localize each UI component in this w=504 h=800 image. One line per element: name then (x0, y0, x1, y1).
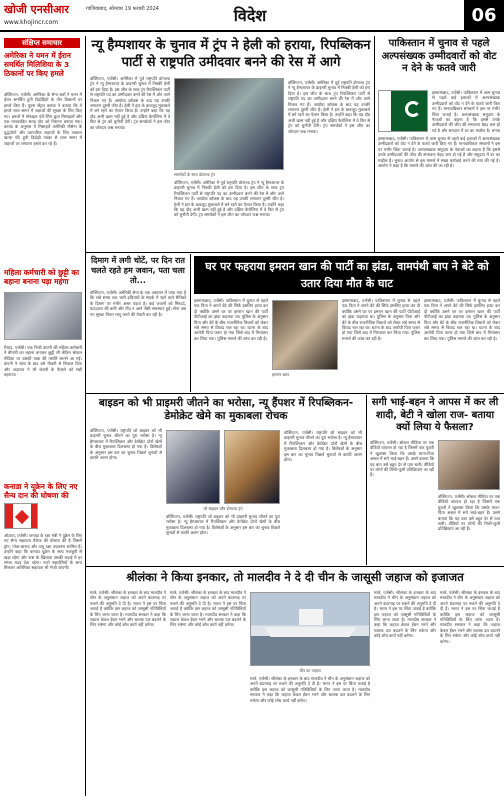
imran-story-headline: घर पर फहराया इमरान खान की पार्टी का झंडा, वामपंथी बाप ने बेटे को उतार दिया मौत के घाट (194, 256, 500, 294)
siblings-story-body-col1: वॉशिंगटन, एजेंसी। सोशल मीडिया पर एक वीडियो वायरल हो रहा है जिसमें एक युवती ने खुलासा किया कि उसके माता-पिता असल में सगे भाई-बहन हैं। उसने बताया कि यह बात उसे बहुत देर से पता चली। वीडियो पर लोगों की मिली-जुली प्रतिक्रियाएं आ रही हैं। (370, 440, 434, 478)
imran-story-body-col1: इस्लामाबाद, एजेंसी। पाकिस्तान में चुनाव से पहले एक पिता ने अपने बेटे की सिर्फ इसलिए हत्या कर दी क्योंकि उसने घर पर इमरान खान की पार्टी पीटीआई का झंडा फहराया था। पुलिस के अनुसार पिता और बेटे के बीच राजनीतिक विचारों को लेकर लंबे समय से विवाद चल रहा था। घटना के बाद आरोपी पिता फरार हो गया जिसे बाद में गिरफ्तार कर लिया गया। पुलिस मामले की जांच कर रही है। (194, 298, 268, 341)
trump-portrait-photo (224, 430, 280, 504)
biden-trump-caption: जो बाइडन और डोनाल्ड ट्रंप (203, 506, 243, 511)
left-body-1: वॉशिंगटन, एजेंसी। अमेरिका के सेना बलों ने यमन में ईरान समर्थित हूती विद्रोहियों के तीन ठिकानों पर हमले किए हैं। यूएस सेंट्रल कमांड ने बताया कि ये हमले लाल सागर में जहाजों की सुरक्षा के लिए किए गए। हमलों में मोबाइल एंटी-शिप क्रूज मिसाइलों और एक मानवरहित सतह पोत को निशाना बनाया गया। कमांड के अनुसार ये मिसाइलें अमेरिकी नौसेना के युद्धपोतों और व्यापारिक जहाजों के लिए तत्काल खतरा थीं। हूती विद्रोही नवंबर से लाल सागर में जहाजों पर लगातार हमले कर रहे हैं। (4, 92, 82, 146)
soldiers-story-body: वॉशिंगटन, एजेंसी। अमेरिकी सेना के एक अध्ययन में पाया गया है कि लंबे समय तक भारी हथियारों के संपर्क में रहने वाले सैनिकों के दिमाग पर गंभीर असर पड़ता है। कई जवानों को सिरदर्द, याददाश्त की कमी और नींद न आने जैसी समस्याएं हुईं। सेना अब नए सुरक्षा नियम लागू करने की तैयारी कर रही है। (90, 290, 186, 317)
top-story-body-col2: वॉशिंगटन, एजेंसी। अमेरिका में पूर्व राष्ट्रपति डोनाल्ड ट्रंप ने न्यू हैम्पशायर के प्राइमरी चुनाव में निक्की हेली को हरा दिया है। इस जीत के साथ ट्रंप रिपब्लिकन पार्टी से राष्ट्रपति पद का उम्मीदवार बनने की रेस में और आगे निकल गए हैं। आयोवा कॉकस के बाद यह उनकी लगातार दूसरी जीत है। हेली ने हार के बावजूद मुकाबले में बने रहने का ऐलान किया है। उन्होंने कहा कि यह दौड़ अभी खत्म नहीं हुई है और दक्षिण कैरोलिना में वे फिर से ट्रंप को चुनौती देंगी। ट्रंप समर्थकों ने इस जीत का जोरदार जश्न मनाया। (174, 180, 284, 218)
left-headline-1: अमेरिका ने यमन में ईरान समर्थित मिलिशिया के 3 ठिकानों पर किए हमले (4, 51, 71, 78)
top-story-headline: न्यू हैम्पशायर के चुनाव में ट्रंप ने हेली को हराया, रिपब्लिकन पार्टी से राष्ट्रपति उमीदवार बनने की रेस में आगे (91, 38, 371, 70)
ship-photo-caption: चीन का जहाज (299, 668, 321, 673)
maldives-story-body-col2: माले, एजेंसी। श्रीलंका के इनकार के बाद मालदीव ने चीन के अनुसंधान जहाज को अपने बंदरगाह पर रुकने की अनुमति दे दी है। भारत ने इस पर चिंता जताई है क्योंकि इस जहाज को जासूसी गतिविधियों के लिए जाना जाता है। मालदीव सरकार ने कहा कि जहाज केवल ईंधन भरने और चालक दल बदलने के लिए रुकेगा और कोई शोध कार्य नहीं करेगा। (170, 590, 246, 628)
biden-story-body-col1: वॉशिंगटन, एजेंसी। राष्ट्रपति जो बाइडन को भी प्राइमरी चुनाव जीतने का पूरा भरोसा है। न्यू हैम्पशायर में रिपब्लिकन और डेमोक्रेट दोनों खेमों के बीच मुकाबला दिलचस्प हो गया है। विशेषज्ञों के अनुसार इस बार का चुनाव पिछले चुनावों से काफी अलग होगा। (90, 428, 162, 461)
pakistan-story-body: इस्लामाबाद, एजेंसी। पाकिस्तान में आम चुनाव से पहले कई इलाकों में अल्पसंख्यक उम्मीदवारों को वोट न देने के फतवे जारी किए गए हैं। मानवाधिकार संगठनों ने इस पर गंभीर चिंता जताई है। अल्पसंख्यक समुदाय के नेताओं का कहना है कि इससे उनके उम्मीदवारों की जीत की संभावना बेहद कम हो गई है और समुदाय में डर का माहौल है। चुनाव आयोग से इस मामले में सख्त कार्रवाई करने की मांग की गई है। आयोग ने कहा है कि मामले की जांच की जा रही है। (378, 136, 500, 169)
pakistan-story-intro: इस्लामाबाद, एजेंसी। पाकिस्तान में आम चुनाव से पहले कई इलाकों में अल्पसंख्यक उम्मीदवारों को वोट न देने के फतवे जारी किए गए हैं। मानवाधिकार संगठनों ने इस पर गंभीर चिंता जताई है। अल्पसंख्यक समुदाय के नेताओं का कहना है कि इससे उनके उम्मीदवारों की जीत की संभावना बेहद कम हो गई है और समुदाय में डर का माहौल है। चुनाव (432, 90, 500, 132)
biden-story-body-col3: वॉशिंगटन, एजेंसी। राष्ट्रपति जो बाइडन को भी प्राइमरी चुनाव जीतने का पूरा भरोसा है। न्यू हैम्पशायर में रिपब्लिकन और डेमोक्रेट दोनों खेमों के बीच मुकाबला दिलचस्प हो गया है। विशेषज्ञों के अनुसार इस बार का चुनाव पिछले चुनावों से काफी अलग होगा। (284, 430, 362, 463)
left-headline-3: कनाडा ने यूक्रेन के लिए नए सैन्य दान की घोषणा की (4, 482, 78, 500)
left-body-2: रियाद, एजेंसी। एक निजी कंपनी की महिला कर्मचारी ने बीमारी का बहाना बनाकर छुट्टी ली लेकिन सोशल मीडिया पर उसकी यात्रा की तस्वीरें सामने आ गईं। कंपनी ने जांच के बाद उसे नौकरी से निकाल दिया और अदालत ने भी कंपनी के फैसले को सही ठहराया। (4, 345, 82, 378)
masthead (0, 0, 504, 32)
siblings-story-body-col2: वॉशिंगटन, एजेंसी। सोशल मीडिया पर एक वीडियो वायरल हो रहा है जिसमें एक युवती ने खुलासा किया कि उसके माता-पिता असल में सगे भाई-बहन हैं। उसने बताया कि यह बात उसे बहुत देर से पता चली। वीडियो पर लोगों की मिली-जुली प्रतिक्रियाएं आ रही हैं। (438, 494, 500, 532)
imran-story-body-col2: इस्लामाबाद, एजेंसी। पाकिस्तान में चुनाव से पहले एक पिता ने अपने बेटे की सिर्फ इसलिए हत्या कर दी क्योंकि उसने घर पर इमरान खान की पार्टी पीटीआई का झंडा फहराया था। पुलिस के अनुसार पिता और बेटे के बीच राजनीतिक विचारों को लेकर लंबे समय से विवाद चल रहा था। घटना के बाद आरोपी पिता फरार हो गया जिसे बाद में गिरफ्तार कर लिया गया। पुलिस मामले की जांच कर रही है। (342, 298, 420, 341)
column-divider (190, 254, 191, 392)
maldives-story-body-col4: माले, एजेंसी। श्रीलंका के इनकार के बाद मालदीव ने चीन के अनुसंधान जहाज को अपने बंदरगाह पर रुकने की अनुमति दे दी है। भारत ने इस पर चिंता जताई है क्योंकि इस जहाज को जासूसी गतिविधियों के लिए जाना जाता है। मालदीव सरकार ने कहा कि जहाज केवल ईंधन भरने और चालक दल बदलने के लिए रुकेगा और कोई शोध कार्य नहीं करेगा। (374, 590, 436, 639)
trump-photo (174, 78, 284, 170)
top-story-body-col3: वॉशिंगटन, एजेंसी। अमेरिका में पूर्व राष्ट्रपति डोनाल्ड ट्रंप ने न्यू हैम्पशायर के प्राइमरी चुनाव में निक्की हेली को हरा दिया है। इस जीत के साथ ट्रंप रिपब्लिकन पार्टी से राष्ट्रपति पद का उम्मीदवार बनने की रेस में और आगे निकल गए हैं। आयोवा कॉकस के बाद यह उनकी लगातार दूसरी जीत है। हेली ने हार के बावजूद मुकाबले में बने रहने का ऐलान किया है। उन्होंने कहा कि यह दौड़ अभी खत्म नहीं हुई है और दक्षिण कैरोलिना में वे फिर से ट्रंप को चुनौती देंगी। ट्रंप समर्थकों ने इस जीत का जोरदार जश्न मनाया। (288, 80, 370, 134)
logo-text: खोजी एनसीआर (4, 3, 69, 16)
brief-news-label: संक्षिप्त समाचार (4, 38, 80, 48)
left-headline-2: महिला कर्मचारी को छुट्टी का बहाना बनाना पड़ा महंगा (4, 268, 80, 286)
maldives-story-headline: श्रीलंका ने किया इनकार, तो मालदीव ने दे दी चीन के जासूसी जहाज को इजाजत (126, 570, 464, 584)
row-divider (86, 566, 504, 567)
top-story-body-col1: वॉशिंगटन, एजेंसी। अमेरिका में पूर्व राष्ट्रपति डोनाल्ड ट्रंप ने न्यू हैम्पशायर के प्राइमरी चुनाव में निक्की हेली को हरा दिया है। इस जीत के साथ ट्रंप रिपब्लिकन पार्टी से राष्ट्रपति पद का उम्मीदवार बनने की रेस में और आगे निकल गए हैं। आयोवा कॉकस के बाद यह उनकी लगातार दूसरी जीत है। हेली ने हार के बावजूद मुकाबले में बने रहने का ऐलान किया है। उन्होंने कहा कि यह दौड़ अभी खत्म नहीं हुई है और दक्षिण कैरोलिना में वे फिर से ट्रंप को चुनौती देंगी। ट्रंप समर्थकों ने इस जीत का जोरदार जश्न मनाया। (90, 76, 170, 130)
column-divider (374, 36, 375, 252)
pakistan-flag-image (378, 90, 428, 132)
row-divider (86, 393, 504, 394)
page-number: 06 (464, 0, 504, 32)
siblings-photo (438, 440, 500, 490)
canada-flag-image (4, 503, 38, 529)
chinese-ship-photo (250, 592, 370, 666)
pakistan-story-headline: पाकिस्तान में चुनाव से पहले अल्पसंख्यक उम्मीदवारों को वोट न देने के फतवे जारी (381, 38, 497, 74)
biden-story-body-col2: वॉशिंगटन, एजेंसी। राष्ट्रपति जो बाइडन को भी प्राइमरी चुनाव जीतने का पूरा भरोसा है। न्यू हैम्पशायर में रिपब्लिकन और डेमोक्रेट दोनों खेमों के बीच मुकाबला दिलचस्प हो गया है। विशेषज्ञों के अनुसार इस बार का चुनाव पिछले चुनावों से काफी अलग होगा। (166, 514, 280, 536)
biden-photo (166, 430, 220, 504)
left-body-3-intro (42, 503, 82, 529)
soldiers-story-headline: दिमाग में लगी चोटें, पर दिन रात चलते रहते हम जवान, पता चला तो... (91, 256, 185, 285)
maldives-story-body-col1: माले, एजेंसी। श्रीलंका के इनकार के बाद मालदीव ने चीन के अनुसंधान जहाज को अपने बंदरगाह पर रुकने की अनुमति दे दी है। भारत ने इस पर चिंता जताई है क्योंकि इस जहाज को जासूसी गतिविधियों के लिए जाना जाता है। मालदीव सरकार ने कहा कि जहाज केवल ईंधन भरने और चालक दल बदलने के लिए रुकेगा और कोई शोध कार्य नहीं करेगा। (90, 590, 166, 628)
column-divider (85, 36, 86, 796)
newspaper-logo (4, 3, 82, 27)
imran-khan-photo (272, 300, 338, 370)
imran-photo-caption: इमरान खान (272, 372, 290, 377)
maldives-story-body-col5: माले, एजेंसी। श्रीलंका के इनकार के बाद मालदीव ने चीन के अनुसंधान जहाज को अपने बंदरगाह पर रुकने की अनुमति दे दी है। भारत ने इस पर चिंता जताई है क्योंकि इस जहाज को जासूसी गतिविधियों के लिए जाना जाता है। मालदीव सरकार ने कहा कि जहाज केवल ईंधन भरने और चालक दल बदलने के लिए रुकेगा और कोई शोध कार्य नहीं करेगा। (440, 590, 500, 644)
siblings-story-headline: सगी भाई-बहन ने आपस में कर ली शादी, बेटी ने खोला राज- बताया क्यों लिया ये फैसला? (371, 397, 499, 433)
left-body-3: ओटावा, एजेंसी। कनाडा के रक्षा मंत्री ने यूक्रेन के लिए नए सैन्य सहायता पैकेज की घोषणा की है जिसमें ड्रोन, गोला-बारूद और वायु रक्षा उपकरण शामिल हैं। उन्होंने कहा कि कनाडा यूक्रेन के साथ मजबूती से खड़ा रहेगा और रूस के खिलाफ उसकी लड़ाई में हर संभव मदद देता रहेगा। नाटो सहयोगियों के साथ मिलकर अतिरिक्त सहायता भी भेजी जाएगी। (4, 533, 82, 571)
airplane-photo (4, 292, 82, 340)
biden-story-headline: बाइडन को भी प्राइमरी जीतने का भरोसा, न्यू हैंपशर में रिपब्लिकन-डेमोक्रेट खेमे का मुकाबला रोचक (98, 397, 354, 422)
maldives-story-body-col3: माले, एजेंसी। श्रीलंका के इनकार के बाद मालदीव ने चीन के अनुसंधान जहाज को अपने बंदरगाह पर रुकने की अनुमति दे दी है। भारत ने इस पर चिंता जताई है क्योंकि इस जहाज को जासूसी गतिविधियों के लिए जाना जाता है। मालदीव सरकार ने कहा कि जहाज केवल ईंधन भरने और चालक दल बदलने के लिए रुकेगा और कोई शोध कार्य नहीं करेगा। (250, 676, 370, 703)
dateline: गाजियाबाद, सोमवार 19 फरवरी 2024 (86, 6, 159, 12)
column-divider (366, 395, 367, 565)
logo-tagline: www.khojincr.com (4, 19, 59, 26)
row-divider (86, 252, 504, 253)
trump-photo-caption: समर्थकों के साथ डोनाल्ड ट्रंप (174, 172, 216, 177)
section-title: विदेश (233, 6, 267, 25)
imran-story-body-col3: इस्लामाबाद, एजेंसी। पाकिस्तान में चुनाव से पहले एक पिता ने अपने बेटे की सिर्फ इसलिए हत्या कर दी क्योंकि उसने घर पर इमरान खान की पार्टी पीटीआई का झंडा फहराया था। पुलिस के अनुसार पिता और बेटे के बीच राजनीतिक विचारों को लेकर लंबे समय से विवाद चल रहा था। घटना के बाद आरोपी पिता फरार हो गया जिसे बाद में गिरफ्तार कर लिया गया। पुलिस मामले की जांच कर रही है। (424, 298, 500, 341)
